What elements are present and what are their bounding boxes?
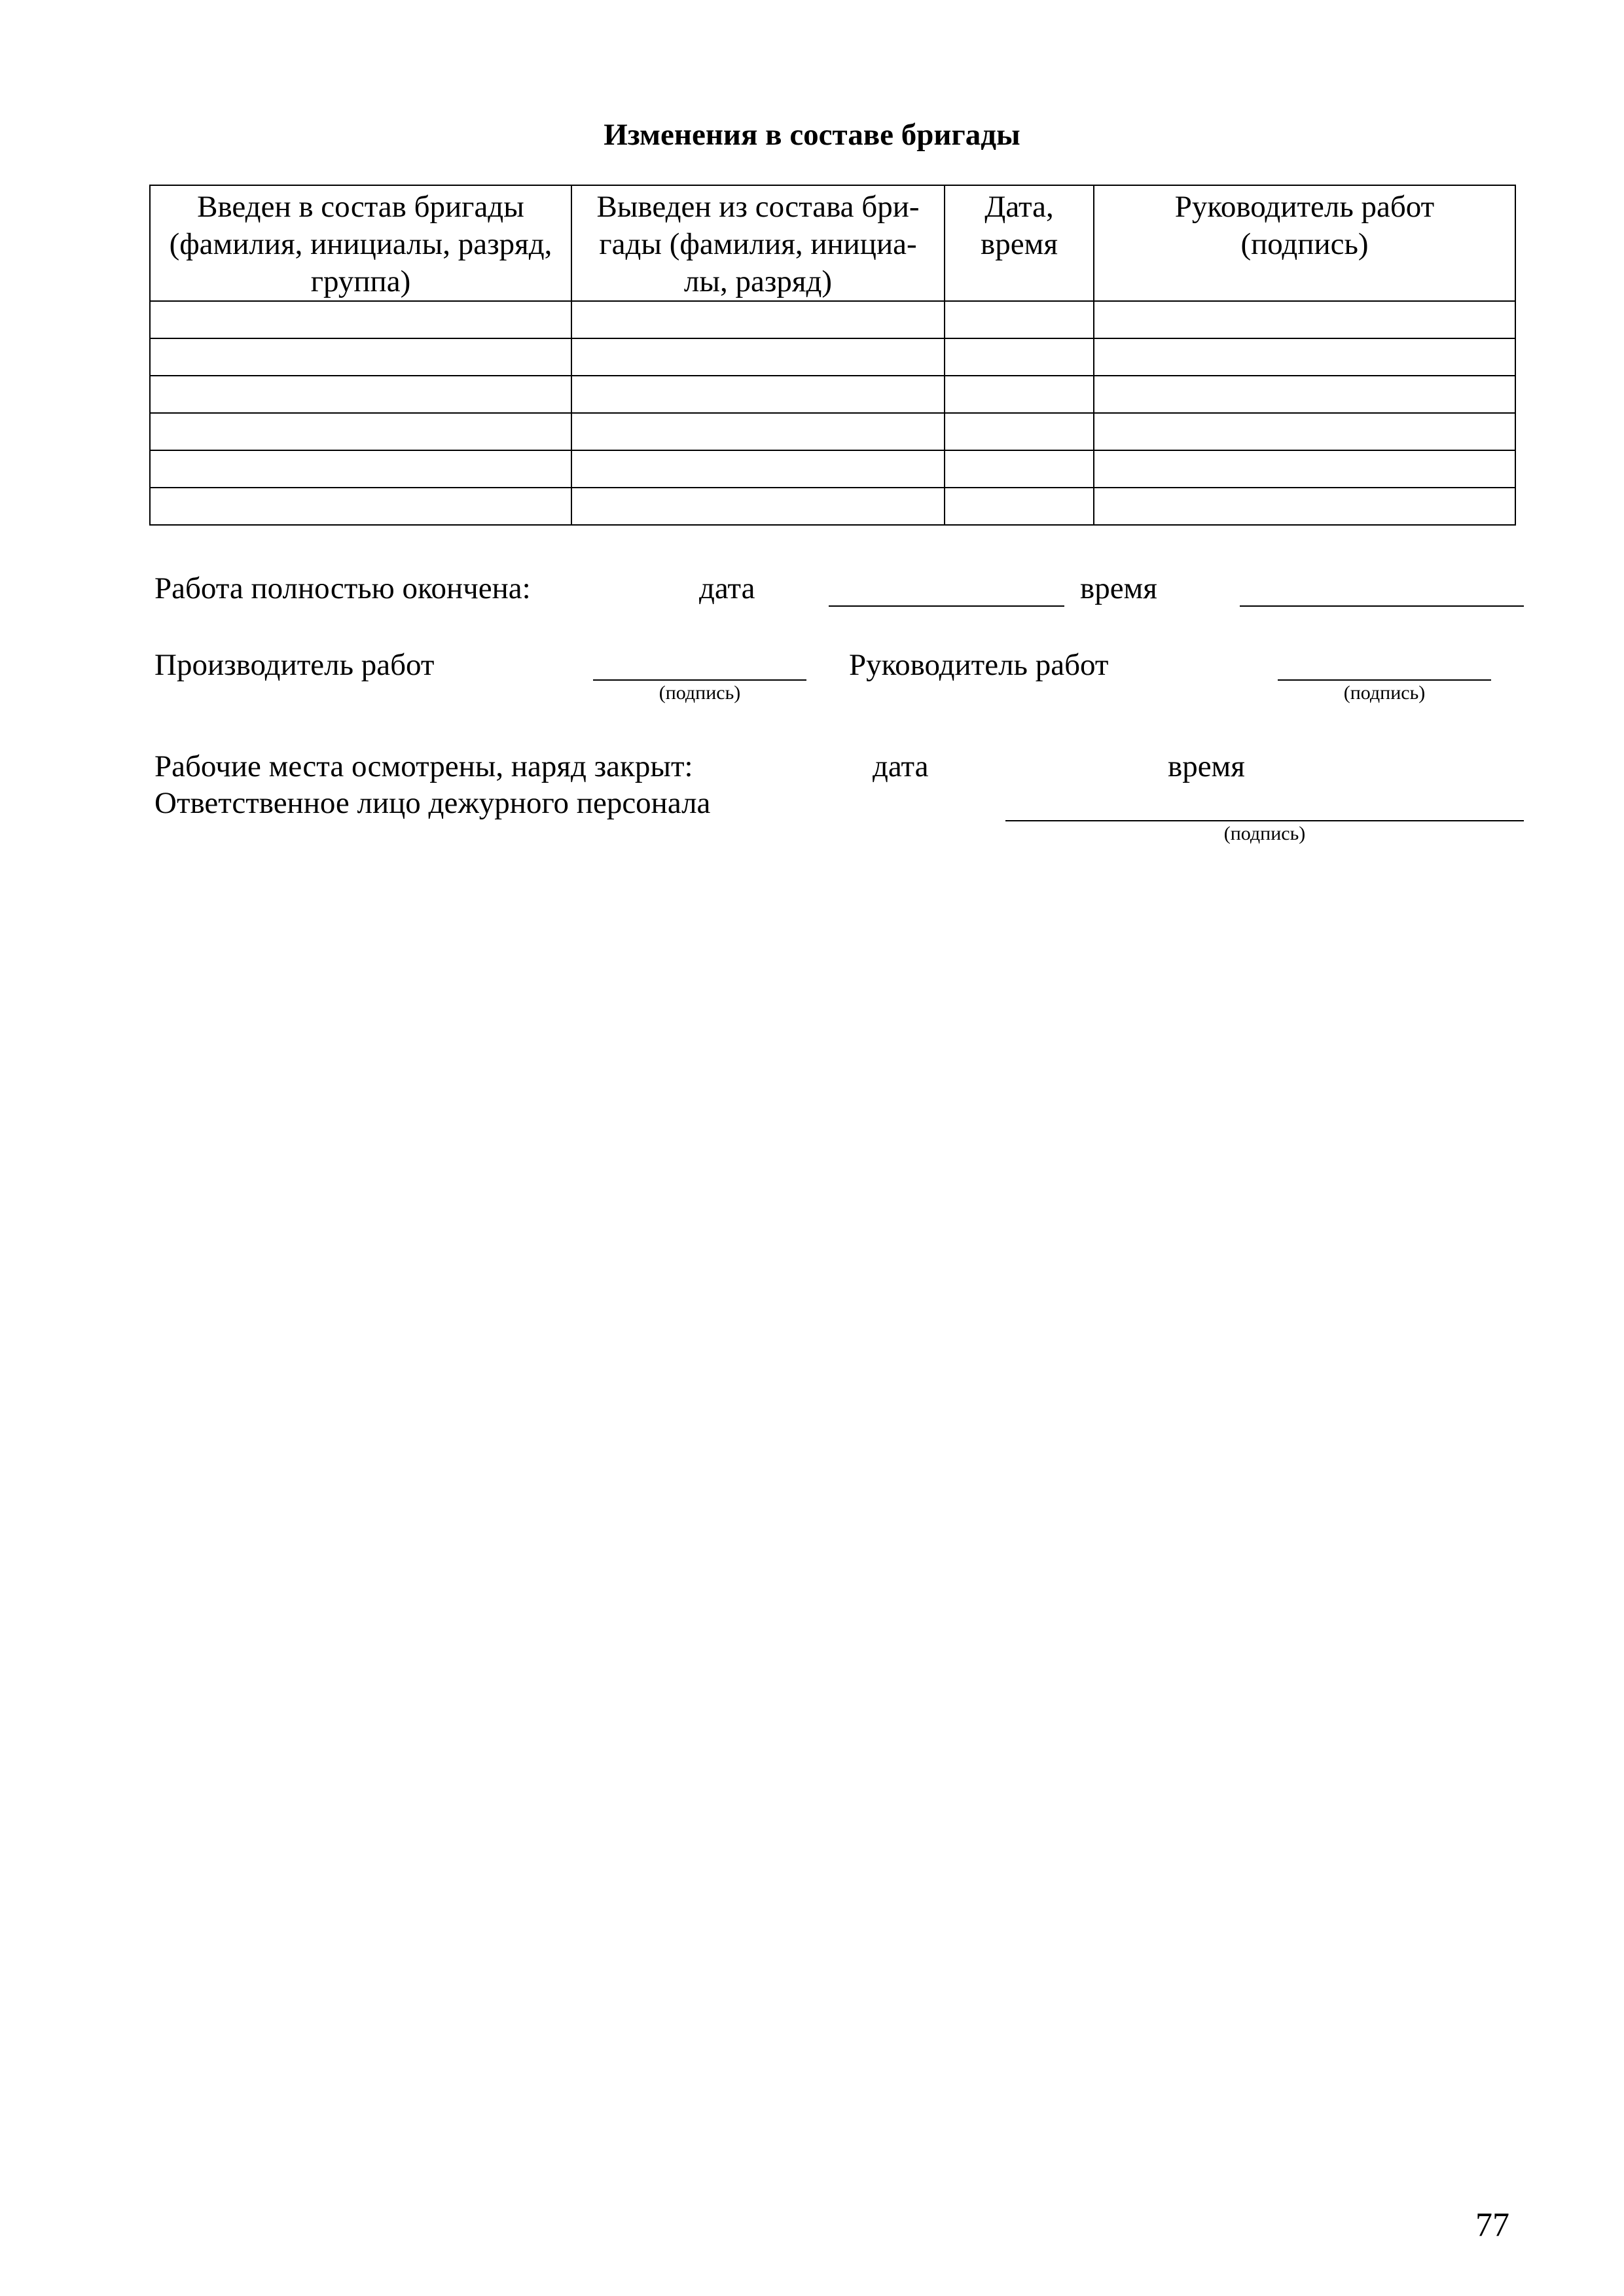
header-added-member: Введен в состав бригады (фамилия, инициалы, разряд, группа) [150,185,571,301]
table-cell[interactable] [945,488,1094,525]
table-cell[interactable] [1094,488,1515,525]
completion-date-label: дата [699,571,755,605]
responsible-signature-caption: (подпись) [1223,823,1306,844]
work-manager-label: Руководитель работ [849,648,1109,682]
header-manager-signature: Руководитель работ (подпись) [1094,185,1515,301]
table-cell[interactable] [571,450,945,488]
producer-signature-field[interactable] [593,679,806,681]
table-cell[interactable] [1094,376,1515,413]
table-row [150,301,1515,338]
closure-time-label: время [1168,749,1245,783]
table-cell[interactable] [945,338,1094,376]
table-cell[interactable] [571,413,945,450]
workplaces-inspected-label: Рабочие места осмотрены, наряд закрыт: [154,749,693,783]
responsible-signature-field[interactable] [1005,820,1524,821]
table-cell[interactable] [1094,338,1515,376]
table-cell[interactable] [150,450,571,488]
table-cell[interactable] [945,450,1094,488]
responsible-person-label: Ответственное лицо дежурного персонала [154,786,711,820]
table-cell[interactable] [571,376,945,413]
page-title: Изменения в составе бригады [604,118,1020,152]
table-cell[interactable] [150,338,571,376]
work-completed-label: Работа полностью окончена: [154,571,531,605]
table-cell[interactable] [571,338,945,376]
table-row [150,488,1515,525]
table-cell[interactable] [150,376,571,413]
table-cell[interactable] [1094,301,1515,338]
completion-date-field[interactable] [829,605,1064,607]
table-cell[interactable] [571,488,945,525]
crew-changes-table [149,185,1516,526]
closure-date-label: дата [873,749,929,783]
header-date-time: Дата, время [945,185,1094,301]
header-removed-member: Выведен из состава бри- гады (фамилия, инициа- лы, разряд) [571,185,945,301]
table-row [150,376,1515,413]
table-row [150,338,1515,376]
manager-signature-field[interactable] [1278,679,1491,681]
producer-signature-caption: (подпись) [659,682,741,704]
table-row [150,413,1515,450]
table-cell[interactable] [945,301,1094,338]
table-cell[interactable] [150,413,571,450]
table-cell[interactable] [571,301,945,338]
completion-time-label: время [1080,571,1157,605]
table-cell[interactable] [1094,450,1515,488]
table-cell[interactable] [945,413,1094,450]
table-cell[interactable] [1094,413,1515,450]
table-cell[interactable] [150,488,571,525]
completion-time-field[interactable] [1240,605,1524,607]
table-row [150,450,1515,488]
table-header-row [150,185,1515,301]
work-producer-label: Производитель работ [154,648,435,682]
page-number: 77 [1475,2206,1509,2244]
table-cell[interactable] [150,301,571,338]
manager-signature-caption: (подпись) [1343,682,1426,704]
table-cell[interactable] [945,376,1094,413]
